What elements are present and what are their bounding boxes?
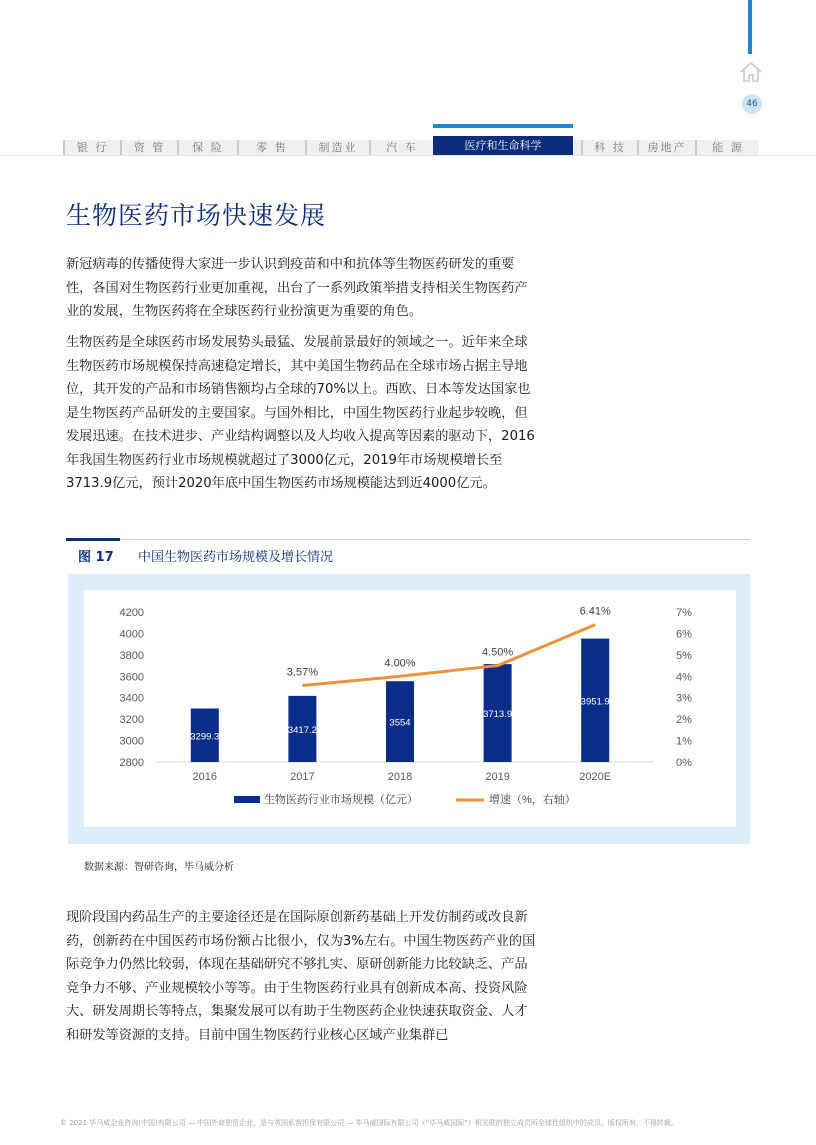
y-right-tick-label: 1% [676, 735, 692, 748]
nav-tab-automotive[interactable]: 汽 车 [369, 140, 433, 156]
paragraph-industry-status: 现阶段国内药品生产的主要途径还是在国际原创新药基础上开发仿制药或改良新药，创新药在中国医药市场份额占比很小，仅为3%左右。中国生物医药产业的国际竞争力仍然比较弱，体现在基础研究不够扎实、原研创新能力比较缺乏、产品竞争力不够、产业规模较小等等。由于生物医药行业具有创新成本高、投资风险大、研发周期长等特点，集聚发展可以有助于生物医药企业快速获取资金、人才和研发等资源的支持。目前中国生物医药行业核心区域产业集群已 [66, 910, 536, 1043]
nav-tab-manufacturing[interactable]: 制造业 [305, 140, 369, 156]
growth-rate-label: 4.50% [481, 646, 514, 659]
x-tick-label: 2017 [290, 771, 315, 783]
section-nav [63, 137, 759, 156]
nav-tab-healthcare-life-sciences[interactable]: 医疗和生命科学 [433, 136, 573, 156]
chart-panel [84, 590, 736, 827]
copyright-footer: © 2021 毕马威企业咨询(中国)有限公司 — 中国外商独资企业，是与英国私营担保有限公司 — 毕马威国际有限公司（“毕马威国际”）相关联的独立成员所全球性组织中的成员。版权所有，不得转载。 [60, 1119, 678, 1127]
market-size-chart [84, 590, 736, 827]
figure-divider [66, 539, 750, 540]
y-left-tick-label: 2800 [119, 757, 144, 769]
nav-tab-energy[interactable]: 能 源 [695, 140, 759, 156]
paragraph-market-overview: 生物医药是全球医药市场发展势头最猛、发展前景最好的领域之一。近年来全球生物医药市场规模保持高速稳定增长，其中美国生物药品在全球市场占据主导地位，其开发的产品和市场销售额均占全球的70%以上。西欧、日本等发达国家也是生物医药产品研发的主要国家。与国外相比，中国生物医药行业起步较晚，但发展迅速。在技术进步、产业结构调整以及人均收入提高等因素的驱动下，2016年我国生物医药行业市场规模就超过了3000亿元，2019年市场规模增长至3713.9亿元，预计2020年底中国生物医药市场规模能达到近4000亿元。 [66, 335, 535, 491]
y-left-tick-label: 3000 [119, 735, 144, 748]
x-tick-label: 2019 [485, 771, 510, 783]
y-left-tick-label: 3600 [119, 671, 144, 684]
x-tick-label: 2018 [387, 771, 413, 783]
legend-bar-swatch [234, 796, 260, 803]
y-left-tick-label: 3800 [119, 649, 144, 662]
figure-title: 中国生物医药市场规模及增长情况 [138, 550, 334, 565]
legend-line-label: 增速（%，右轴） [489, 794, 576, 806]
bar-value-label: 3417.2 [287, 724, 317, 736]
nav-tab-technology[interactable]: 科 技 [581, 140, 637, 156]
y-right-tick-label: 7% [676, 607, 692, 619]
nav-divider [0, 155, 816, 156]
figure-accent [66, 538, 120, 541]
growth-rate-label: 3.57% [286, 666, 319, 679]
nav-tab-real-estate[interactable]: 房地产 [637, 140, 695, 156]
bar-value-label: 3713.9 [483, 709, 513, 721]
y-left-tick-label: 4200 [119, 607, 144, 619]
y-right-tick-label: 4% [676, 671, 692, 684]
nav-tab-insurance[interactable]: 保 险 [177, 140, 237, 156]
nav-tab-retail[interactable]: 零 售 [237, 140, 305, 156]
growth-rate-label: 6.41% [579, 605, 611, 618]
nav-tab-bank[interactable]: 银 行 [63, 140, 120, 156]
y-right-tick-label: 5% [676, 649, 692, 662]
y-left-tick-label: 4000 [119, 628, 144, 641]
top-accent-rule [748, 0, 752, 54]
y-right-tick-label: 2% [676, 714, 692, 727]
growth-rate-label: 4.00% [384, 657, 416, 670]
figure-label: 图 17 [78, 550, 114, 565]
home-icon[interactable] [738, 60, 764, 84]
page-title: 生物医药市场快速发展 [66, 201, 327, 230]
y-right-tick-label: 0% [676, 757, 692, 769]
y-right-tick-label: 3% [676, 692, 692, 705]
bar-value-label: 3951.9 [580, 696, 610, 708]
nav-tab-asset-management[interactable]: 资 管 [120, 140, 177, 156]
y-left-tick-label: 3400 [119, 692, 144, 705]
x-tick-label: 2020E [579, 771, 612, 783]
legend-bar-label: 生物医药行业市场规模（亿元） [264, 794, 418, 806]
growth-rate-line [302, 625, 595, 686]
figure-source: 数据来源：智研咨询，毕马威分析 [84, 862, 234, 873]
paragraph-intro: 新冠病毒的传播使得大家进一步认识到疫苗和中和抗体等生物医药研发的重要性，各国对生物医药行业更加重视，出台了一系列政策举措支持相关生物医药产业的发展，生物医药将在全球医药行业扮演更为重要的角色。 [66, 257, 528, 319]
y-left-tick-label: 3200 [119, 714, 144, 727]
y-right-tick-label: 6% [676, 628, 692, 641]
page-number: 46 [742, 94, 762, 114]
bar-value-label: 3299.3 [190, 731, 220, 743]
bar-value-label: 3554 [389, 717, 411, 729]
x-tick-label: 2016 [192, 771, 218, 783]
